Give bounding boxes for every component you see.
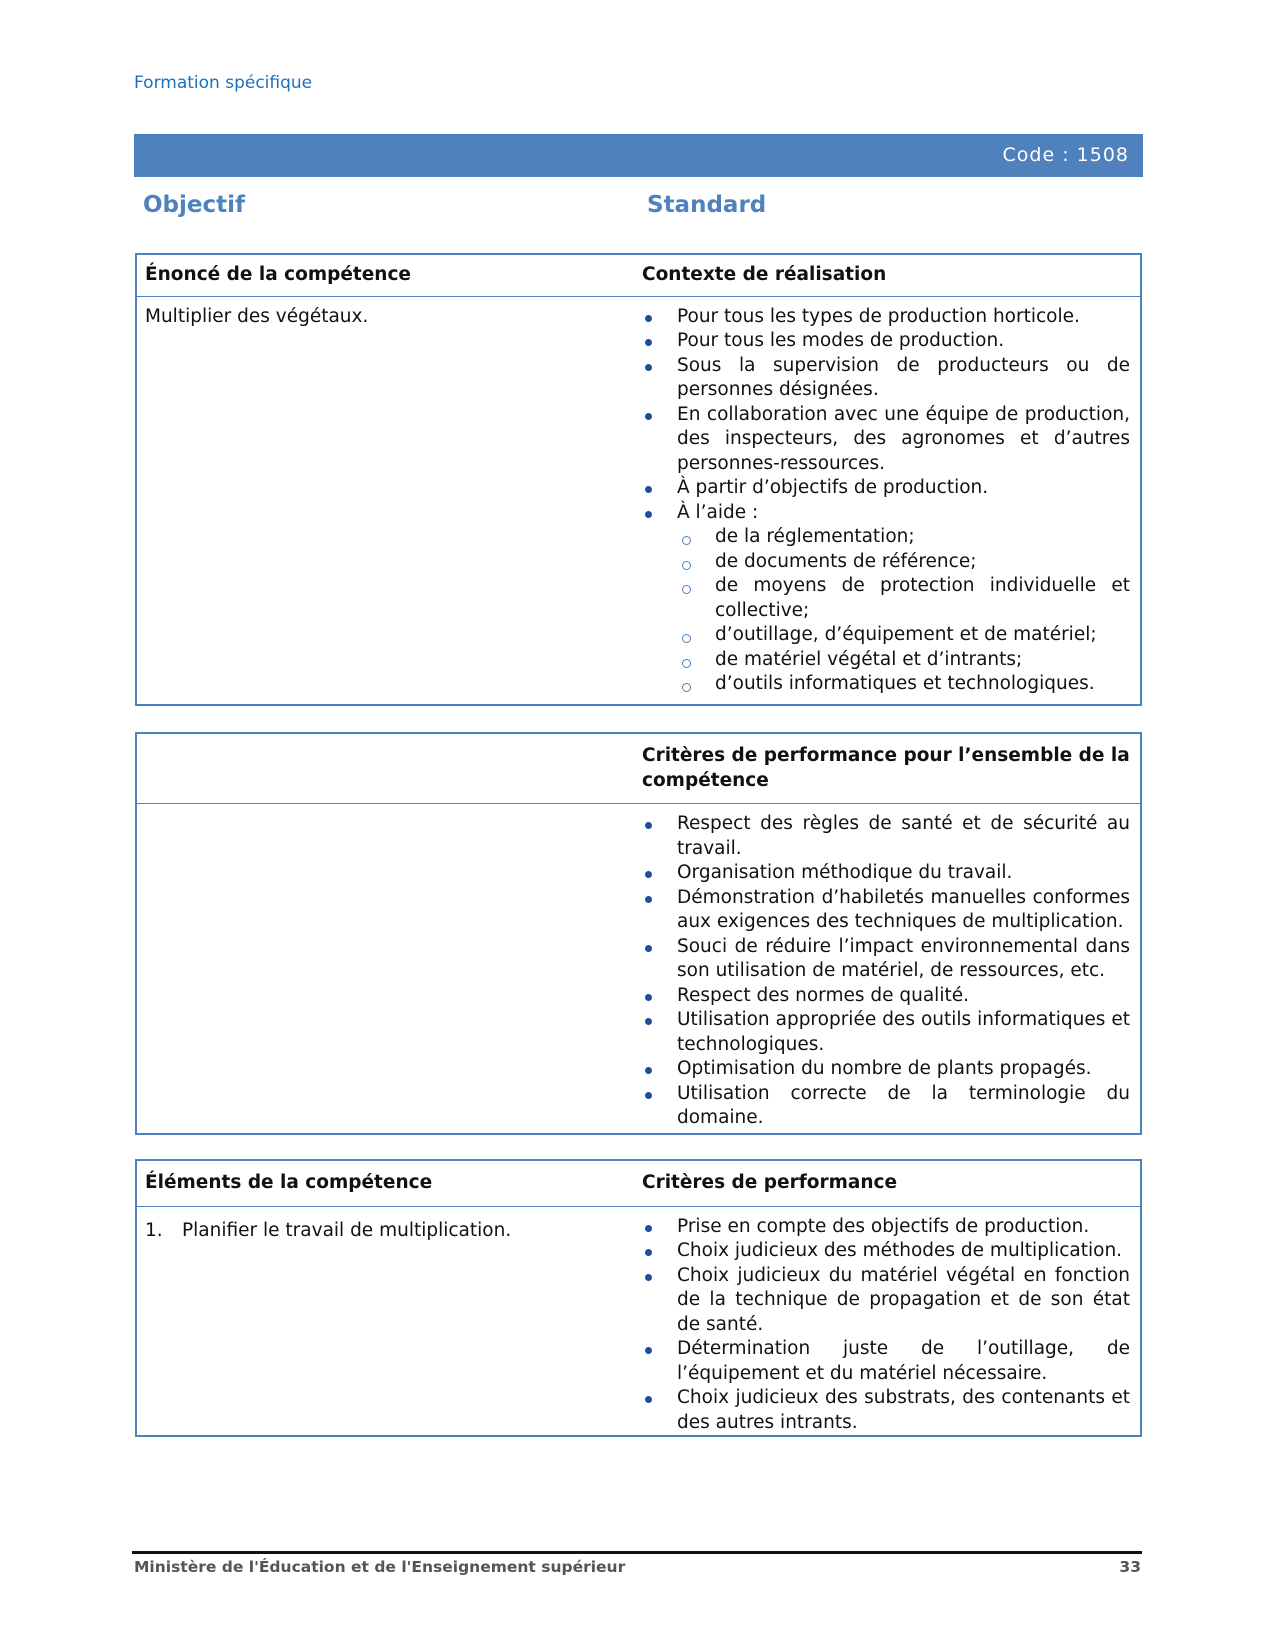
list-item: Choix judicieux des substrats, des contenants et des autres intrants. [642, 1386, 1130, 1435]
footer-ministry: Ministère de l'Éducation et de l'Enseignement supérieur [134, 1558, 626, 1576]
list-item: Souci de réduire l’impact environnemental dans son utilisation de matériel, de ressources, etc. [642, 935, 1130, 984]
list-item: Utilisation appropriée des outils informatiques et technologiques. [642, 1008, 1130, 1057]
element-number: 1. [145, 1219, 163, 1241]
col-header: Éléments de la compétence [145, 1172, 433, 1193]
sub-list-item: de moyens de protection individuelle et collective; [642, 574, 1130, 623]
list-item: Optimisation du nombre de plants propagés. [642, 1057, 1130, 1082]
elements-table [135, 1159, 1142, 1437]
running-header: Formation spécifique [134, 73, 313, 93]
list-item: Organisation méthodique du travail. [642, 861, 1130, 886]
list-item: À l’aide : [642, 501, 1130, 526]
list-item: Démonstration d’habiletés manuelles conformes aux exigences des techniques de multiplication. [642, 886, 1130, 935]
col-header: Critères de performance [642, 1172, 898, 1193]
col-header: Énoncé de la compétence [145, 264, 411, 285]
sub-list-item: de la réglementation; [642, 525, 1130, 550]
list-item: Choix judicieux des méthodes de multiplication. [642, 1239, 1130, 1264]
competence-table [135, 253, 1142, 706]
col-header: Critères de performance pour l’ensemble de la compétence [642, 745, 1130, 791]
sub-list-item: de matériel végétal et d’intrants; [642, 648, 1130, 673]
list-item: À partir d’objectifs de production. [642, 476, 1130, 501]
list-item: En collaboration avec une équipe de production, des inspecteurs, des agronomes et d’autres personnes-ressources. [642, 403, 1130, 477]
sub-list-item: de documents de référence; [642, 550, 1130, 575]
list-item: Pour tous les types de production horticole. [642, 305, 1130, 330]
list-item: Respect des normes de qualité. [642, 984, 1130, 1009]
footer-rule [132, 1551, 1142, 1554]
sub-list-item: d’outils informatiques et technologiques. [642, 672, 1130, 697]
list-item: Choix judicieux du matériel végétal en fonction de la technique de propagation et de son état de santé. [642, 1264, 1130, 1338]
list-item: Pour tous les modes de production. [642, 329, 1130, 354]
list-item: Utilisation correcte de la terminologie du domaine. [642, 1082, 1130, 1131]
objectif-heading: Objectif [143, 192, 246, 218]
page-number: 33 [1119, 1558, 1141, 1576]
col-header: Contexte de réalisation [642, 264, 887, 285]
standard-heading: Standard [647, 192, 767, 218]
list-item: Prise en compte des objectifs de production. [642, 1215, 1130, 1240]
criteria-overall-table [135, 732, 1142, 1135]
sub-list-item: d’outillage, d’équipement et de matériel; [642, 623, 1130, 648]
code-banner [134, 134, 1143, 177]
course-code: Code : 1508 [1002, 144, 1129, 166]
list-item: Respect des règles de santé et de sécurité au travail. [642, 812, 1130, 861]
enonce-text: Multiplier des végétaux. [145, 305, 369, 327]
list-item: Détermination juste de l’outillage, de l’équipement et du matériel nécessaire. [642, 1337, 1130, 1386]
list-item: Sous la supervision de producteurs ou de personnes désignées. [642, 354, 1130, 403]
element-text: Planifier le travail de multiplication. [182, 1219, 512, 1241]
